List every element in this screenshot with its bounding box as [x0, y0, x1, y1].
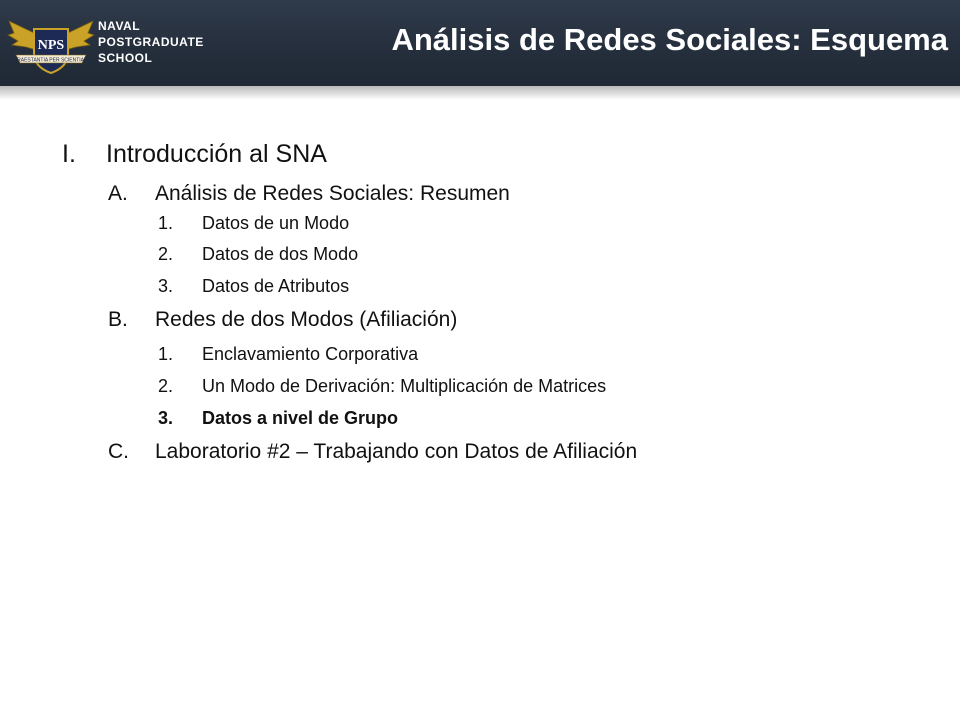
outline-marker: I. — [62, 140, 76, 168]
outline-text: Análisis de Redes Sociales: Resumen — [155, 182, 510, 205]
outline-marker: B. — [108, 308, 128, 331]
svg-text:PRAESTANTIA PER SCIENTIAM: PRAESTANTIA PER SCIENTIAM — [13, 57, 89, 64]
school-name-line-3: SCHOOL — [98, 51, 153, 65]
outline-marker: C. — [108, 440, 129, 463]
nps-crest-logo — [6, 7, 96, 77]
outline-marker: 1. — [158, 213, 174, 233]
outline-text: Datos de un Modo — [202, 213, 350, 233]
slide-title: Análisis de Redes Sociales: Esquema — [391, 22, 948, 57]
outline-marker: 1. — [158, 344, 174, 364]
outline-text: Laboratorio #2 – Trabajando con Datos de Afiliación — [155, 440, 638, 463]
outline-marker: 2. — [158, 244, 174, 264]
outline-marker: 3. — [158, 408, 174, 428]
outline-text: Datos a nivel de Grupo — [202, 408, 399, 428]
outline-text: Un Modo de Derivación: Multiplicación de Matrices — [202, 376, 607, 396]
svg-text:NPS: NPS — [37, 38, 65, 53]
outline-text: Datos de dos Modo — [202, 244, 359, 264]
outline-text: Datos de Atributos — [202, 276, 350, 296]
header-shadow — [0, 86, 960, 100]
outline-text: Introducción al SNA — [106, 140, 327, 168]
school-name — [98, 18, 204, 66]
school-name-line-2: POSTGRADUATE — [98, 35, 204, 49]
school-name-line-1: NAVAL — [98, 19, 141, 33]
outline-marker: A. — [108, 182, 128, 205]
header-bar — [0, 0, 960, 86]
outline-marker: 2. — [158, 376, 174, 396]
outline-text: Redes de dos Modos (Afiliación) — [155, 308, 458, 331]
outline-text: Enclavamiento Corporativa — [202, 344, 419, 364]
outline-marker: 3. — [158, 276, 174, 296]
